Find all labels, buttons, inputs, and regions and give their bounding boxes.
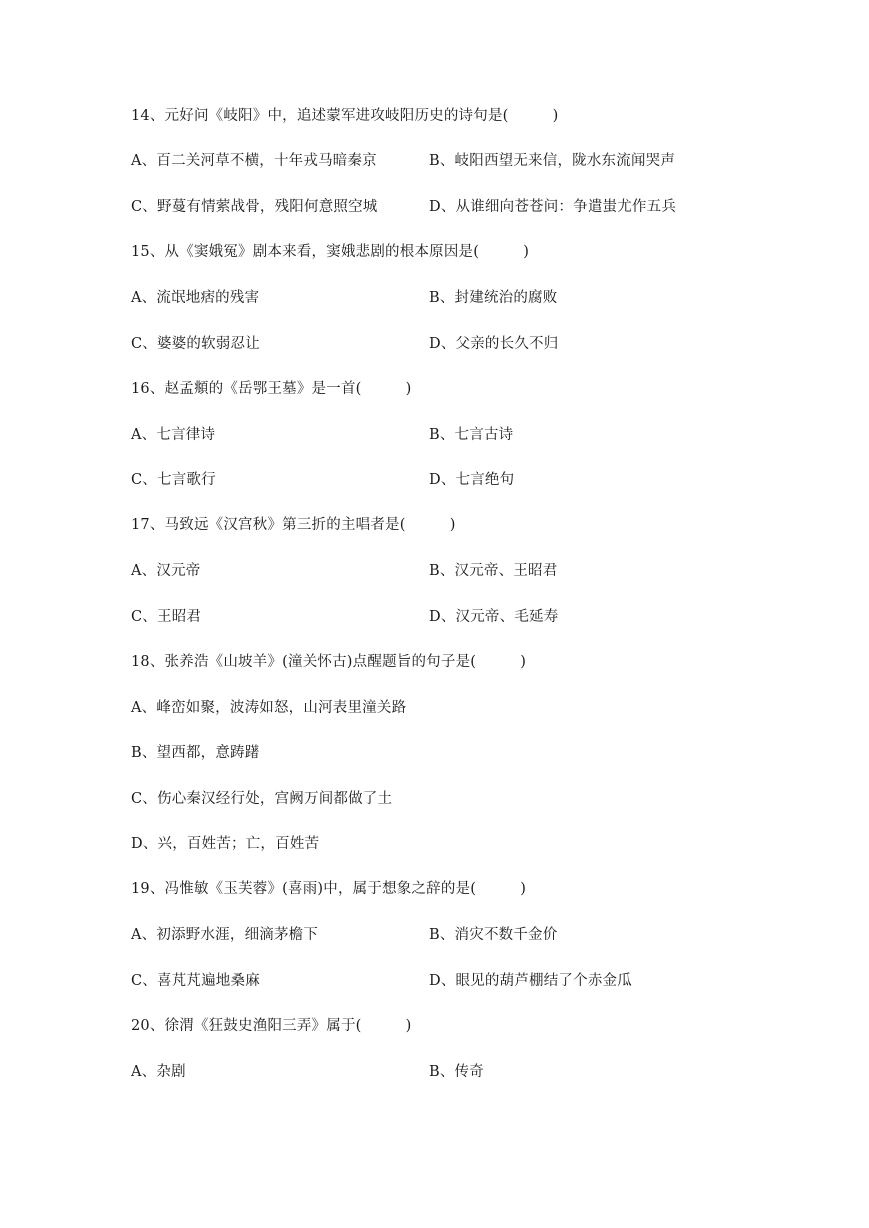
question-19-option-b: B、消灾不数千金价 xyxy=(429,927,558,943)
question-17-option-d: D、汉元帝、毛延寿 xyxy=(429,609,559,625)
question-14-option-b: B、岐阳西望无来信，陇水东流闻哭声 xyxy=(429,153,676,169)
question-17-option-c: C、王昭君 xyxy=(131,609,202,625)
question-16-option-a: A、七言律诗 xyxy=(131,427,216,443)
question-15-option-d: D、父亲的长久不归 xyxy=(429,336,559,352)
question-15-option-a: A、流氓地痞的残害 xyxy=(131,290,260,306)
question-19-stem: 19、冯惟敏《玉芙蓉》(喜雨)中，属于想象之辞的是( ) xyxy=(131,881,527,897)
question-16-option-d: D、七言绝句 xyxy=(429,472,515,488)
question-18-option-d: D、兴，百姓苦；亡，百姓苦 xyxy=(131,836,320,852)
question-16-option-b: B、七言古诗 xyxy=(429,427,514,443)
question-17-option-b: B、汉元帝、王昭君 xyxy=(429,563,558,579)
question-17-stem: 17、马致远《汉宫秋》第三折的主唱者是( ) xyxy=(131,517,456,533)
question-14-option-c: C、野蔓有情萦战骨，残阳何意照空城 xyxy=(131,199,378,215)
question-19-option-c: C、喜芃芃遍地桑麻 xyxy=(131,973,260,989)
question-18-stem: 18、张养浩《山坡羊》(潼关怀古)点醒题旨的句子是( ) xyxy=(131,654,527,670)
question-14-stem: 14、元好问《岐阳》中，追述蒙军进攻岐阳历史的诗句是( ) xyxy=(131,108,559,124)
question-20-option-b: B、传奇 xyxy=(429,1064,484,1080)
question-18-option-b: B、望西都，意踌躇 xyxy=(131,745,260,761)
question-14-option-a: A、百二关河草不横，十年戎马暗秦京 xyxy=(131,153,377,169)
question-18-option-c: C、伤心秦汉经行处，宫阙万间都做了土 xyxy=(131,791,393,807)
question-15-option-b: B、封建统治的腐败 xyxy=(429,290,558,306)
question-16-option-c: C、七言歌行 xyxy=(131,472,216,488)
question-20-stem: 20、徐渭《狂鼓史渔阳三弄》属于( ) xyxy=(131,1018,412,1034)
question-16-stem: 16、赵孟頫的《岳鄂王墓》是一首( ) xyxy=(131,381,412,397)
question-15-option-c: C、婆婆的软弱忍让 xyxy=(131,336,260,352)
question-17-option-a: A、汉元帝 xyxy=(131,563,201,579)
question-19-option-a: A、初添野水涯，细滴茅檐下 xyxy=(131,927,319,943)
question-15-stem: 15、从《窦娥冤》剧本来看，窦娥悲剧的根本原因是( ) xyxy=(131,244,530,260)
question-14-option-d: D、从谁细向苍苍问：争遣蚩尤作五兵 xyxy=(429,199,677,215)
question-20-option-a: A、杂剧 xyxy=(131,1064,186,1080)
question-18-option-a: A、峰峦如聚，波涛如怒，山河表里潼关路 xyxy=(131,700,407,716)
question-19-option-d: D、眼见的葫芦棚结了个赤金瓜 xyxy=(429,973,632,989)
